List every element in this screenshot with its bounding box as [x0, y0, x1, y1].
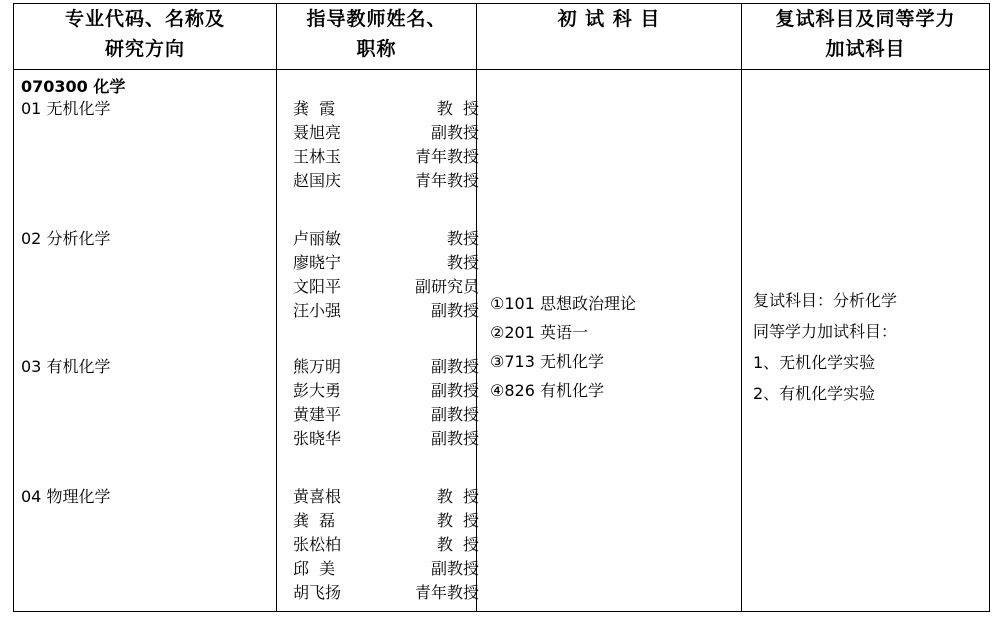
- teacher-title: 教授: [446, 253, 479, 272]
- teacher-name: 文阳平: [293, 277, 342, 296]
- teacher-title: 教 授: [436, 511, 479, 530]
- header-supervisor-line1: 指导教师姓名、: [306, 8, 447, 30]
- teacher-name: 黄喜根: [293, 487, 342, 506]
- header-row: [14, 4, 990, 70]
- teacher-name: 赵国庆: [293, 171, 342, 190]
- teacher-title: 副研究员: [414, 277, 479, 296]
- major-cell: [14, 70, 277, 612]
- header-supervisor: [277, 4, 477, 70]
- teacher-row: [293, 121, 479, 145]
- teacher-name: 张松柏: [293, 535, 342, 554]
- teacher-title: 副教授: [430, 381, 479, 400]
- teacher-title: 教 授: [436, 535, 479, 554]
- header-exam-line1: 初 试 科 目: [557, 8, 661, 30]
- teacher-name: 聂旭亮: [293, 123, 342, 142]
- teacher-row: [293, 509, 479, 533]
- teacher-title: 副教授: [430, 357, 479, 376]
- teacher-name: 王林玉: [293, 147, 342, 166]
- exam-cell: [477, 70, 742, 612]
- teacher-title: 教授: [446, 229, 479, 248]
- teacher-title: 青年教授: [414, 171, 479, 190]
- teacher-row: [293, 145, 479, 169]
- header-major-line1: 专业代码、名称及: [64, 8, 225, 30]
- teacher-name: 黄建平: [293, 405, 342, 424]
- exam-list: [477, 277, 741, 405]
- body-row: [14, 70, 990, 612]
- teacher-title: 副教授: [430, 301, 479, 320]
- teacher-name: 熊万明: [293, 357, 342, 376]
- teacher-title: 教 授: [436, 487, 479, 506]
- direction-01: 01 无机化学: [21, 99, 111, 118]
- teacher-name: 龚 霞: [293, 99, 336, 118]
- teacher-name: 汪小强: [293, 301, 342, 320]
- teacher-title: 青年教授: [414, 583, 479, 602]
- teacher-title: 青年教授: [414, 147, 479, 166]
- teacher-name: 张晓华: [293, 429, 342, 448]
- teacher-row: [293, 403, 479, 427]
- teacher-name: 邱 美: [293, 559, 336, 578]
- exam-subject: ④826 有机化学: [490, 380, 604, 400]
- retest-line: 复试科目：分析化学: [753, 290, 898, 310]
- retest-line: 1、无机化学实验: [753, 352, 876, 372]
- header-retest-line2: 加试科目: [825, 38, 906, 60]
- header-major-line2: 研究方向: [104, 38, 185, 60]
- direction-02: 02 分析化学: [21, 229, 111, 248]
- header-retest: [742, 4, 990, 70]
- teacher-title: 教 授: [436, 99, 479, 118]
- exam-subject: ①101 思想政治理论: [490, 293, 636, 313]
- teacher-row: [293, 355, 479, 379]
- header-retest-line1: 复试科目及同等学力: [775, 8, 956, 30]
- teacher-name: 廖晓宁: [293, 253, 342, 272]
- teacher-row: [293, 169, 479, 193]
- teacher-name: 龚 磊: [293, 511, 336, 530]
- teacher-name: 彭大勇: [293, 381, 342, 400]
- header-supervisor-line2: 职称: [356, 38, 397, 60]
- admissions-table-sheet: [13, 3, 989, 612]
- header-exam: [477, 4, 742, 70]
- teacher-row: [293, 275, 479, 299]
- retest-list: [742, 273, 989, 409]
- teacher-row: [293, 299, 479, 323]
- teacher-row: [293, 227, 479, 251]
- teacher-row: [293, 581, 479, 605]
- direction-03: 03 有机化学: [21, 357, 111, 376]
- teacher-title: 副教授: [430, 429, 479, 448]
- teacher-row: [293, 251, 479, 275]
- teacher-row: [293, 427, 479, 451]
- direction-04: 04 物理化学: [21, 487, 111, 506]
- teacher-name: 胡飞扬: [293, 583, 342, 602]
- admissions-table: [13, 3, 990, 612]
- teacher-name: 卢丽敏: [293, 229, 342, 248]
- teacher-row: [293, 97, 479, 121]
- exam-subject: ②201 英语一: [490, 322, 588, 342]
- teacher-row: [293, 533, 479, 557]
- retest-line: 同等学力加试科目：: [753, 321, 898, 341]
- teacher-title: 副教授: [430, 559, 479, 578]
- teacher-row: [293, 485, 479, 509]
- teacher-row: [293, 557, 479, 581]
- retest-line: 2、有机化学实验: [753, 383, 876, 403]
- teacher-title: 副教授: [430, 405, 479, 424]
- teacher-row: [293, 379, 479, 403]
- retest-cell: [742, 70, 990, 612]
- teacher-title: 副教授: [430, 123, 479, 142]
- major-title: 070300 化学: [21, 77, 126, 96]
- supervisor-cell: [277, 70, 477, 612]
- header-major: [14, 4, 277, 70]
- exam-subject: ③713 无机化学: [490, 351, 604, 371]
